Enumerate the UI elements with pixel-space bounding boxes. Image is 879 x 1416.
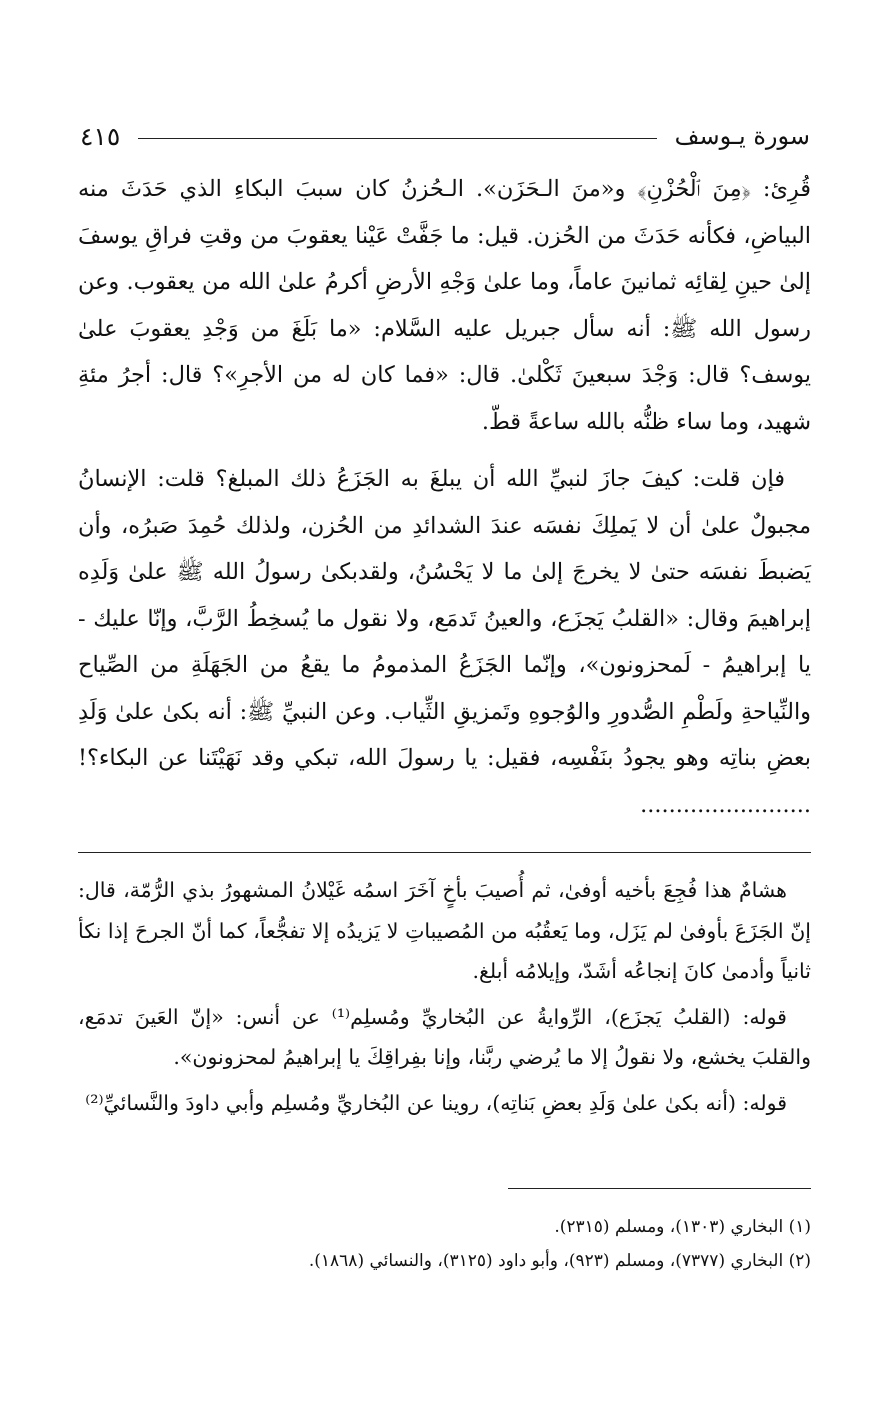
footnote: (٢) البخاري (٧٣٧٧)، ومسلم (٩٢٣)، وأبو داود (٣١٢٥)، والنسائي (١٨٦٨). bbox=[308, 1251, 811, 1271]
main-paragraph bbox=[78, 456, 811, 828]
main-text bbox=[78, 166, 811, 828]
commentary-paragraph: هشامٌ هذا فُجِعَ بأخيه أوفىٰ، ثم أُصيبَ بأخٍ آخَرَ اسمُه غَيْلانُ المشهورُ بذي الرُّمّة، قال: إنّ الجَزَعَ بأوفىٰ لم يَزَل، وما يَعقُبُه من المُصيباتِ لا يَزيدُه إلا تفجُّعاً، كما أنّ الجرحَ إذا نكأ ثانياً وأدمىٰ كانَ إنجاعُه أشَدّ، وإيلامُه أبلغ. bbox=[78, 878, 811, 983]
page-number: ٤١٥ bbox=[80, 121, 121, 151]
header-rule bbox=[138, 138, 656, 139]
surah-title: سورة يـوسف bbox=[674, 122, 810, 150]
footnote-separator bbox=[508, 1188, 811, 1189]
continuation-dots: ........................ bbox=[640, 791, 811, 818]
commentary-paragraph: قوله: (القلبُ يَجزَع)، الرِّوايةُ عن البُخاريِّ ومُسلِم⁽¹⁾ عن أنس: «إنّ العَينَ تدمَع، والقلبَ يخشع، ولا نقولُ إلا ما يُرضي ربَّنا، وإنا بفِراقِكَ يا إبراهيمُ لمحزونون». bbox=[78, 1004, 811, 1069]
running-header bbox=[80, 118, 810, 154]
commentary-paragraph: قوله: (أنه بكىٰ علىٰ وَلَدِ بعضِ بَناتِه)، روينا عن البُخاريِّ ومُسلِم وأبي داودَ والنَّسائيِّ⁽²⁾ bbox=[85, 1090, 787, 1115]
footnotes bbox=[78, 1210, 811, 1278]
commentary-text bbox=[78, 870, 811, 1123]
footnote: (١) البخاري (١٣٠٣)، ومسلم (٢٣١٥). bbox=[554, 1217, 811, 1237]
commentary-separator bbox=[78, 852, 811, 853]
main-paragraph: قُرِئ: ﴿مِنَ ٱلْحُزْنِ﴾ و«منَ الـحَزَن». الـحُزنُ كان سببَ البكاءِ الذي حَدَثَ منه البياضِ، فكأنه حَدَثَ من الحُزن. قيل: ما جَفَّتْ عَيْنا يعقوبَ من وقتِ فراقِ يوسفَ إلىٰ حينِ لِقائِه ثمانينَ عاماً، وما علىٰ وَجْهِ الأرضِ أكرمُ علىٰ الله من يعقوب. وعن رسول الله ﷺ: أنه سأل جبريل عليه السَّلام: «ما بَلَغَ من وَجْدِ يعقوبَ علىٰ يوسف؟ قال: وَجْدَ سبعينَ ثَكْلىٰ. قال: «فما كان له من الأجرِ»؟ قال: أجرُ مئةِ شهيد، وما ساء ظنُّه بالله ساعةً قطّ. bbox=[78, 176, 811, 435]
main-paragraph-text: فإن قلت: كيفَ جازَ لنبيِّ الله أن يبلغَ به الجَزَعُ ذلك المبلغ؟ قلت: الإنسانُ مجبولٌ علىٰ أن لا يَملِكَ نفسَه عندَ الشدائدِ من الحُزن، ولذلك حُمِدَ صَبرُه، وأن يَضبطَ نفسَه حتىٰ لا يخرجَ إلىٰ ما لا يَحْسُنُ، ولقدبكىٰ رسولُ الله ﷺ علىٰ وَلَدِه إبراهيمَ وقال: «القلبُ يَجزَع، والعينُ تَدمَع، ولا نقول ما يُسخِطُ الرَّبَّ، وإنّا عليك - يا إبراهيمُ - لَمحزونون»، وإنّما الجَزَعُ المذمومُ ما يقعُ من الجَهَلَةِ من الصِّياح والنِّياحةِ ولَطْمِ الصُّدورِ والوُجوهِ وتَمزيقِ الثِّياب. وعن النبيِّ ﷺ: أنه بكىٰ علىٰ وَلَدِ بعضِ بناتِه وهو يجودُ بنَفْسِه، فقيل: يا رسولَ الله، تبكي وقد نَهَيْتَنا عن البكاء؟! bbox=[78, 466, 811, 771]
